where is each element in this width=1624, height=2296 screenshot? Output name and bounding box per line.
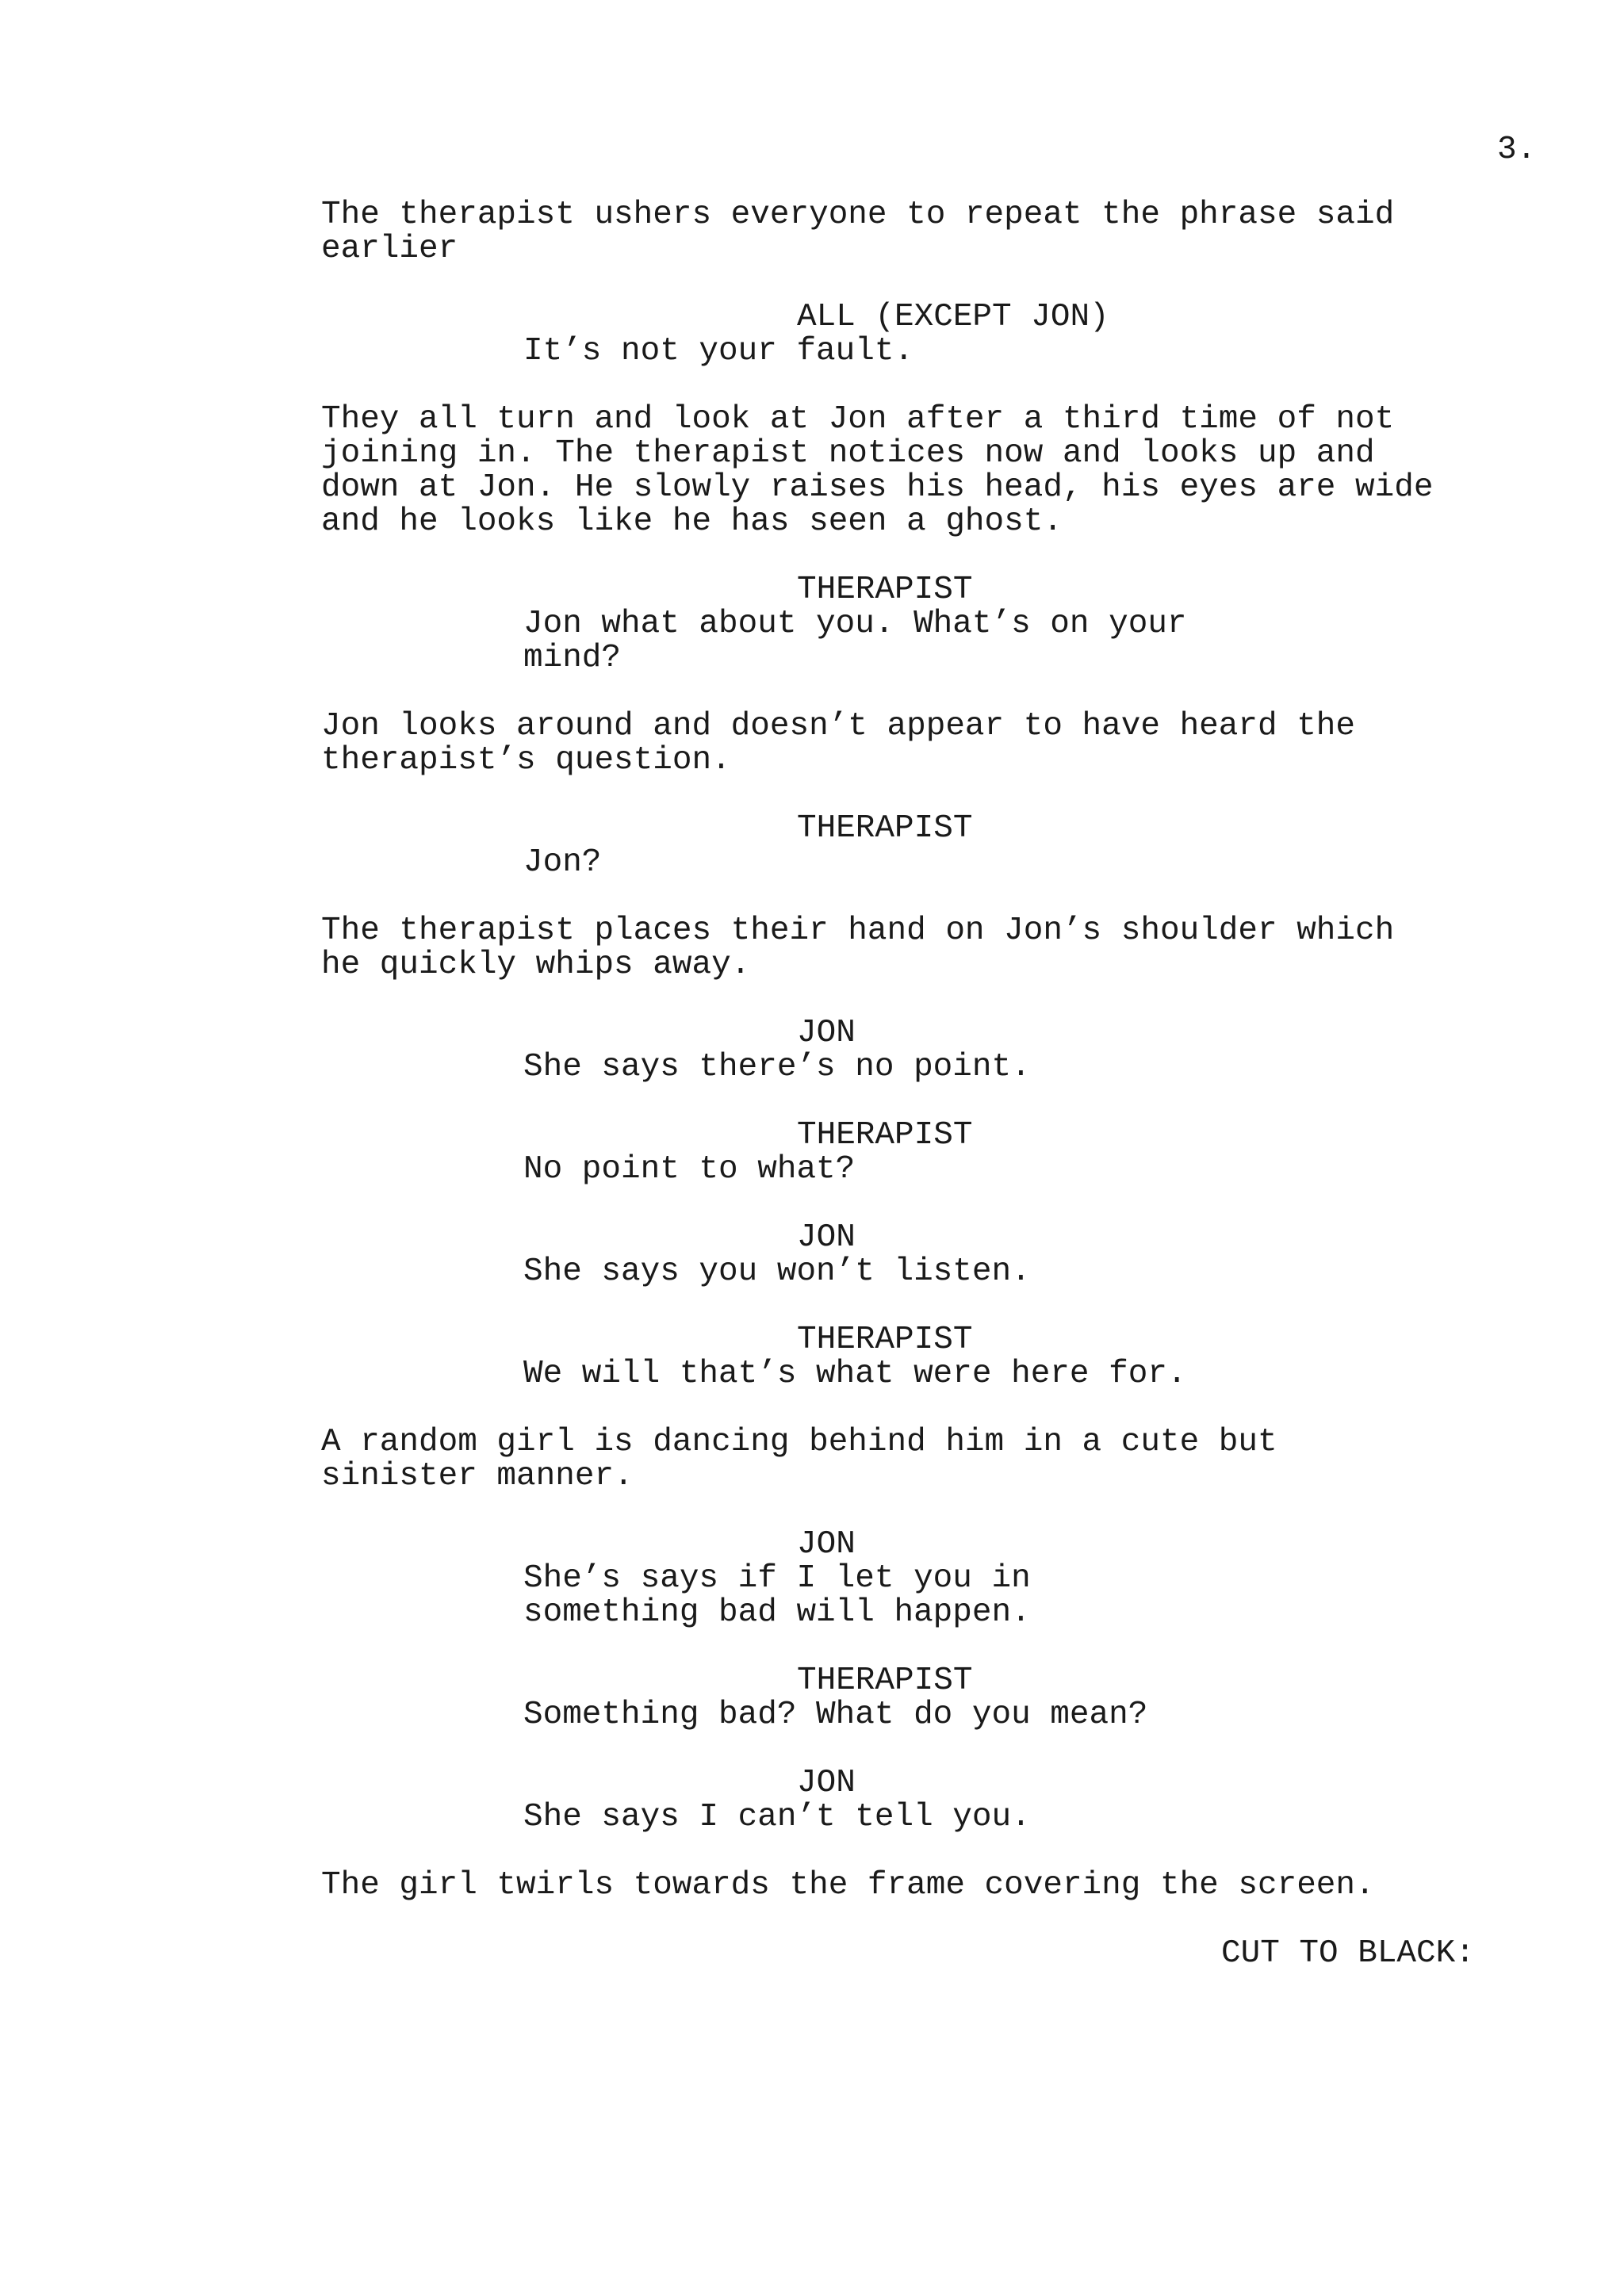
character-name: THERAPIST — [797, 1322, 973, 1358]
dialogue-line: She says I can’t tell you. — [523, 1799, 1031, 1835]
action-line: he quickly whips away. — [321, 947, 751, 983]
transition: CUT TO BLACK: — [1221, 1935, 1475, 1972]
action-line: The girl twirls towards the frame covering the screen. — [321, 1867, 1375, 1904]
action-line: Jon looks around and doesn’t appear to have heard the — [321, 708, 1356, 744]
character-name: THERAPIST — [797, 572, 973, 608]
action-line: A random girl is dancing behind him in a cute but — [321, 1424, 1277, 1460]
character-name: JON — [797, 1526, 856, 1563]
dialogue-line: mind? — [523, 640, 622, 676]
dialogue-line: something bad will happen. — [523, 1594, 1031, 1631]
character-name: JON — [797, 1765, 856, 1801]
dialogue-line: She says there’s no point. — [523, 1049, 1031, 1085]
action-line: joining in. The therapist notices now and looks up and — [321, 435, 1375, 472]
character-name: THERAPIST — [797, 1663, 973, 1699]
action-line: They all turn and look at Jon after a third time of not — [321, 401, 1395, 438]
dialogue-line: We will that’s what were here for. — [523, 1356, 1187, 1392]
action-line: earlier — [321, 231, 458, 267]
dialogue-line: She says you won’t listen. — [523, 1253, 1031, 1290]
action-line: sinister manner. — [321, 1458, 634, 1494]
character-name: JON — [797, 1015, 856, 1051]
character-name: THERAPIST — [797, 1117, 973, 1154]
character-name: ALL (EXCEPT JON) — [797, 299, 1109, 335]
action-line: down at Jon. He slowly raises his head, his eyes are wide — [321, 469, 1434, 506]
character-name: JON — [797, 1219, 856, 1256]
dialogue-line: Something bad? What do you mean? — [523, 1697, 1148, 1733]
action-line: The therapist places their hand on Jon’s shoulder which — [321, 913, 1395, 949]
dialogue-line: No point to what? — [523, 1151, 856, 1188]
dialogue-line: Jon what about you. What’s on your — [523, 606, 1187, 642]
page-number: 3. — [1497, 132, 1537, 168]
dialogue-line: It’s not your fault. — [523, 333, 914, 369]
dialogue-line: She’s says if I let you in — [523, 1560, 1031, 1597]
action-line: and he looks like he has seen a ghost. — [321, 503, 1063, 540]
dialogue-line: Jon? — [523, 844, 602, 881]
action-line: The therapist ushers everyone to repeat the phrase said — [321, 197, 1395, 233]
character-name: THERAPIST — [797, 810, 973, 847]
action-line: therapist’s question. — [321, 742, 731, 779]
